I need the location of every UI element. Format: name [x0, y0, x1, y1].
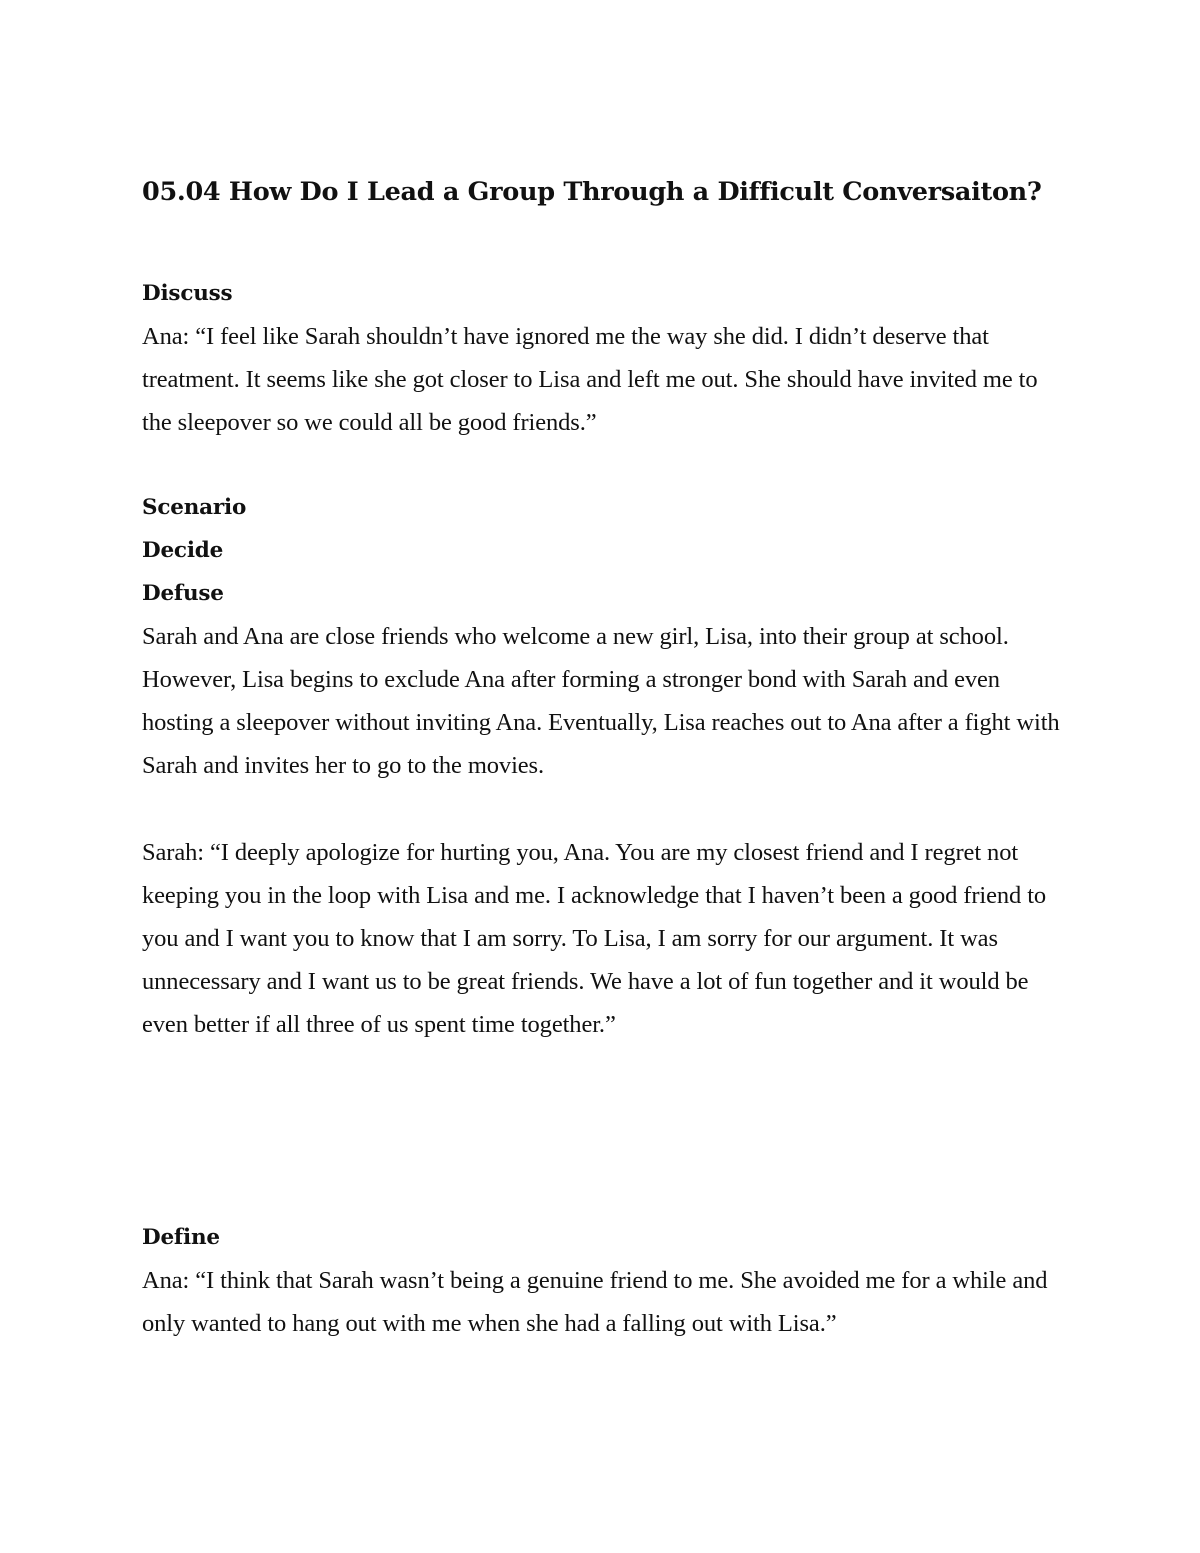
discuss-section — [142, 272, 1062, 444]
define-text: Ana: “I think that Sarah wasn’t being a genuine friend to me. She avoided me for a while and only wanted to hang out with me when she had a falling out with Lisa.” — [142, 1267, 1048, 1337]
sarah-statement-section — [142, 831, 1062, 1046]
defuse-heading: Defuse — [142, 581, 224, 606]
scenario-text: Sarah and Ana are close friends who welcome a new girl, Lisa, into their group at school. However, Lisa begins to exclude Ana after forming a stronger bond with Sarah and even hosting a sleepover without inviting Ana. Eventually, Lisa reaches out to Ana after a fight with Sarah and invites her to go to the movies. — [142, 623, 1060, 779]
discuss-heading: Discuss — [142, 281, 233, 306]
sarah-statement-text: Sarah: “I deeply apologize for hurting you, Ana. You are my closest friend and I regret not keeping you in the loop with Lisa and me. I acknowledge that I haven’t been a good friend to you and I want you to know that I am sorry. To Lisa, I am sorry for our argument. It was unnecessary and I want us to be great friends. We have a lot of fun together and it would be even better if all three of us spent time together.” — [142, 839, 1047, 1038]
scenario-section — [142, 486, 1062, 787]
page-title: 05.04 How Do I Lead a Group Through a Difficult Conversaiton? — [142, 177, 1042, 207]
define-section — [142, 1216, 1062, 1345]
discuss-text: Ana: “I feel like Sarah shouldn’t have ignored me the way she did. I didn’t deserve that treatment. It seems like she got closer to Lisa and left me out. She should have invited me to the sleepover so we could all be good friends.” — [142, 323, 1038, 436]
scenario-heading: Scenario — [142, 495, 247, 520]
define-heading: Define — [142, 1225, 220, 1250]
decide-heading: Decide — [142, 538, 224, 563]
